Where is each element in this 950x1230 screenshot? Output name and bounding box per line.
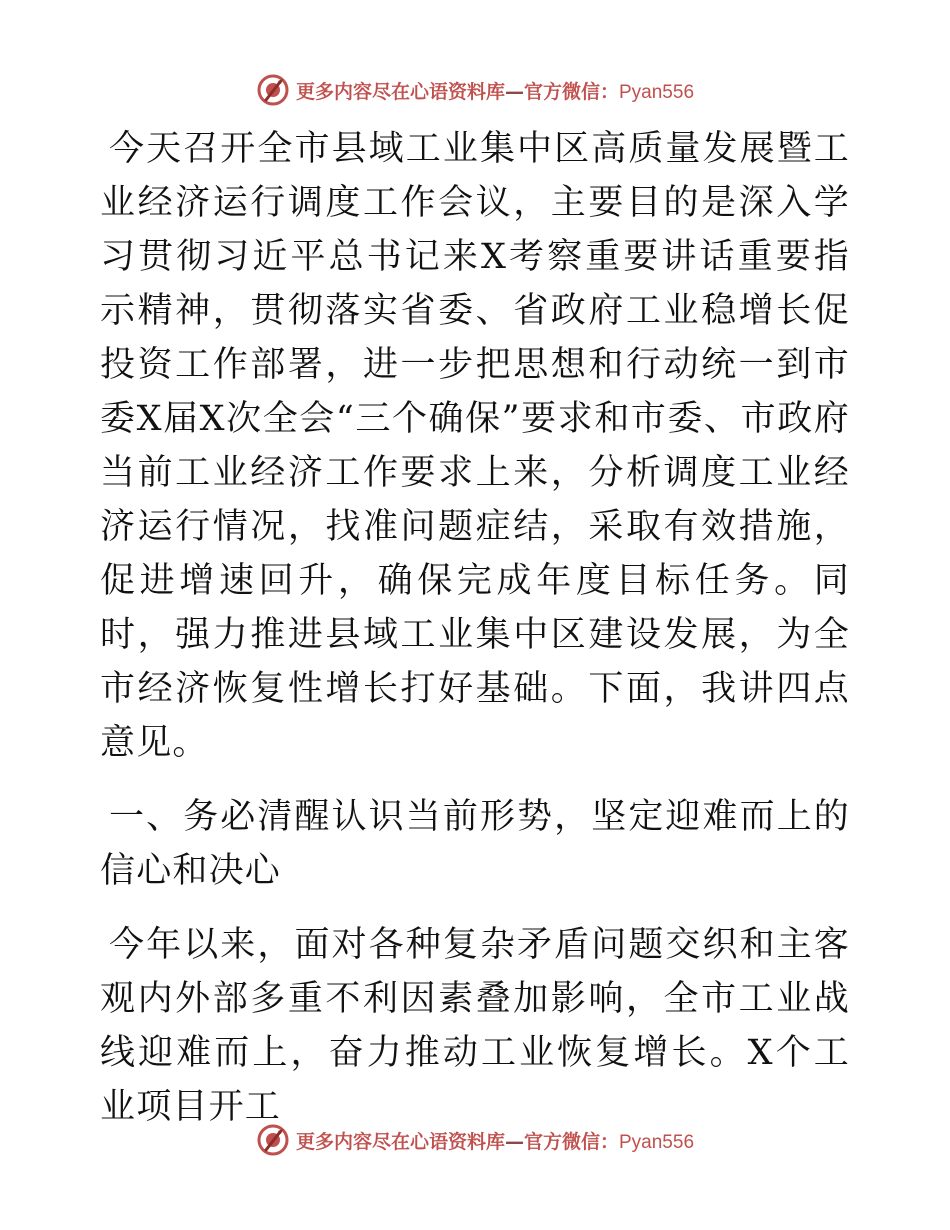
watermark-main: 更多内容尽在心语资料库	[295, 1130, 505, 1153]
header-watermark	[0, 70, 950, 110]
watermark-id: Pyan556	[619, 81, 695, 103]
watermark-separator: —	[504, 1130, 524, 1153]
section-heading-1: 一、务必清醒认识当前形势，坚定迎难而上的信心和决心	[100, 797, 850, 891]
watermark-text	[296, 1127, 694, 1154]
brand-logo-icon	[256, 1123, 290, 1157]
watermark-contact: 官方微信：	[523, 1130, 619, 1153]
document-body	[100, 122, 850, 1134]
watermark-id: Pyan556	[619, 1131, 695, 1153]
brand-logo-icon	[256, 73, 290, 107]
watermark-contact: 官方微信：	[523, 80, 619, 103]
paragraph-section-1: 今年以来，面对各种复杂矛盾问题交织和主客观内外部多重不利因素叠加影响，全市工业战线迎难而上，奋力推动工业恢复增长。X个工业项目开工	[100, 925, 850, 1127]
footer-watermark	[0, 1120, 950, 1160]
watermark-separator: —	[504, 80, 524, 103]
watermark-main: 更多内容尽在心语资料库	[295, 80, 505, 103]
watermark-text	[296, 77, 694, 104]
paragraph-intro: 今天召开全市县域工业集中区高质量发展暨工业经济运行调度工作会议，主要目的是深入学习贯彻习近平总书记来X考察重要讲话重要指示精神，贯彻落实省委、省政府工业稳增长促投资工作部署，进一步把思想和行动统一到市委X届X次全会“三个确保”要求和市委、市政府当前工业经济工作要求上来，分析调度工业经济运行情况，找准问题症结，采取有效措施，促进增速回升，确保完成年度目标任务。同时，强力推进县域工业集中区建设发展，为全市经济恢复性增长打好基础。下面，我讲四点意见。	[100, 129, 850, 763]
